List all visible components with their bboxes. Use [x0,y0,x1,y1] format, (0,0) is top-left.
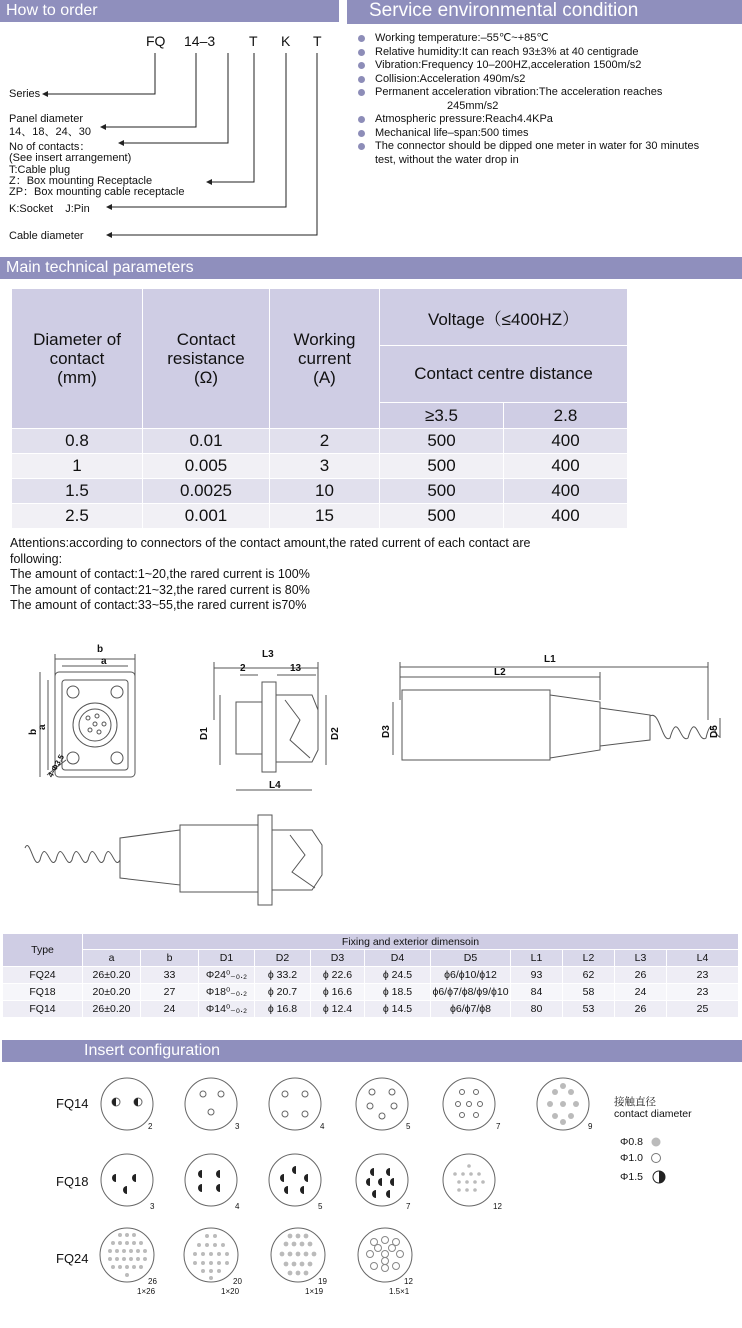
legend-15: Φ1.5 [620,1171,643,1183]
label-contacts-1: No of contacts： [9,141,91,153]
insert-count: 7 [406,1202,411,1211]
dim-l2: L2 [494,667,506,678]
params-table [11,288,628,529]
bullet-icon [358,130,365,137]
bullet-icon [358,143,365,150]
insert-count: 5 [318,1202,323,1211]
bullet-icon [358,89,365,96]
insert-layout: 1×19 [305,1287,324,1296]
label-cable: Cable diameter [9,230,84,242]
service-item: The connector should be dipped one meter in water for 30 minutes test, without the water drop in [356,140,736,167]
dim-hole: 4-Φ3.5 [45,753,67,779]
table-row: FQ14 26±0.20 24 Φ14⁰₋₀.₂ ϕ 16.8 ϕ 12.4 ϕ 14.5 ϕ6/ϕ7/ϕ8 80 53 26 25 [3,1001,739,1018]
sub-header-35: ≥3.5 [380,403,504,429]
insert-header: Insert configuration [2,1040,742,1062]
insert-count: 3 [235,1122,240,1131]
label-type-2: Z：Box mounting Receptacle [9,175,153,187]
label-panel-2: 14、18、24、30 [9,126,91,138]
dim-13: 13 [290,663,302,674]
fixing-header: Fixing and exterior dimensoin [83,934,739,950]
label-panel-1: Panel diameter [9,113,83,125]
voltage-header: Voltage（≤400HZ） [380,289,628,346]
type-header: Type [3,934,83,967]
insert-layout: 1×20 [221,1287,240,1296]
code-type: T [249,33,258,49]
insert-count: 2 [148,1122,153,1131]
insert-count: 7 [496,1122,501,1131]
service-item: Relative humidity:It can reach 93±3% at 40 centigrade [356,46,736,60]
params-header: Main technical parameters [0,257,742,279]
dim-d2: D2 [330,727,341,740]
table-row: 1 0.005 3 500 400 [12,454,628,479]
legend-title-cn: 接触直径 [614,1096,656,1108]
service-item: Vibration:Frequency 10–200HZ,acceleration 1500m/s2 [356,59,736,73]
insert-count: 12 [493,1202,502,1211]
dims-col-headers: a b D1 D2 D3 D4 D5 L1 L2 L3 L4 [3,950,739,967]
insert-count: 12 [404,1277,413,1286]
dim-d5: D5 [709,725,720,738]
legend-10: Φ1.0 [620,1152,643,1164]
service-header: Service environmental condition [347,0,742,24]
table-row: FQ24 26±0.20 33 Φ24⁰₋₀.₂ ϕ 33.2 ϕ 22.6 ϕ 24.5 ϕ6/ϕ10/ϕ12 93 62 26 23 [3,967,739,984]
insert-row-fq14: FQ14 [56,1096,89,1111]
col-resistance-header: Contact resistance (Ω) [143,289,270,429]
insert-layout: 1.5×1 [389,1287,410,1296]
insert-count: 4 [235,1202,240,1211]
sub-header-28: 2.8 [504,403,628,429]
dim-a-vert: a [37,724,48,730]
dim-d3: D3 [381,725,392,738]
service-list [356,32,736,167]
service-item: Permanent acceleration vibration:The acceleration reaches 245mm/s2 [356,86,736,113]
insert-count: 19 [318,1277,327,1286]
label-type-3: ZP：Box mounting cable receptacle [9,186,185,198]
table-row: 0.8 0.01 2 500 400 [12,429,628,454]
insert-count: 20 [233,1277,242,1286]
label-socket: K:Socket J:Pin [9,203,90,215]
insert-row-fq24: FQ24 [56,1251,89,1266]
service-item: Working temperature:–55℃~+85℃ [356,32,736,46]
table-row: 1.5 0.0025 10 500 400 [12,479,628,504]
bullet-icon [358,49,365,56]
dim-l1: L1 [544,654,556,665]
legend-title-en: contact diameter [614,1108,692,1120]
bullet-icon [358,62,365,69]
bullet-icon [358,76,365,83]
code-series: FQ [146,33,166,49]
service-item: Mechanical life–span:500 times [356,127,736,141]
bullet-icon [358,35,365,42]
label-type-1: T:Cable plug [9,164,71,176]
centre-distance-header: Contact centre distance [380,346,628,403]
table-row: FQ18 20±0.20 27 Φ18⁰₋₀.₂ ϕ 20.7 ϕ 16.6 ϕ 18.5 ϕ6/ϕ7/ϕ8/ϕ9/ϕ10 84 58 24 23 [3,984,739,1001]
service-item: Atmospheric pressure:Reach4.4KPa [356,113,736,127]
insert-layout: 1×26 [137,1287,156,1296]
attention-note: Attentions:according to connectors of the contact amount,the rated current of each contact are following: The amount of contact:1~20,the rared current is 100% The amount of contact:21~32,the rared current is 80% The amount of contact:33~55,the rared current is70% [10,536,531,613]
label-contacts-2: (See insert arrangement) [9,152,132,164]
legend-08: Φ0.8 [620,1136,643,1148]
col-diameter-header: Diameter of contact (mm) [12,289,143,429]
insert-count: 5 [406,1122,411,1131]
insert-count: 4 [320,1122,325,1131]
dim-a: a [101,656,107,667]
insert-row-fq18: FQ18 [56,1174,89,1189]
insert-count: 3 [150,1202,155,1211]
dim-d1: D1 [199,727,210,740]
col-current-header: Working current (A) [270,289,380,429]
label-series: Series [9,88,41,100]
code-cable: T [313,33,322,49]
dimensions-table [2,933,739,1018]
table-row: 2.5 0.001 15 500 400 [12,504,628,529]
service-item: Collision:Acceleration 490m/s2 [356,73,736,87]
dim-b: b [97,644,104,655]
insert-count: 9 [588,1122,593,1131]
insert-count: 26 [148,1277,157,1286]
dim-l4: L4 [269,780,281,791]
bullet-icon [358,116,365,123]
dim-b-vert: b [28,728,39,735]
dim-l3: L3 [262,649,274,660]
code-panel: 14–3 [184,33,216,49]
code-socket: K [281,33,291,49]
connector-drawings [0,640,742,930]
dim-2: 2 [240,663,246,674]
how-to-order-header: How to order [0,0,339,22]
